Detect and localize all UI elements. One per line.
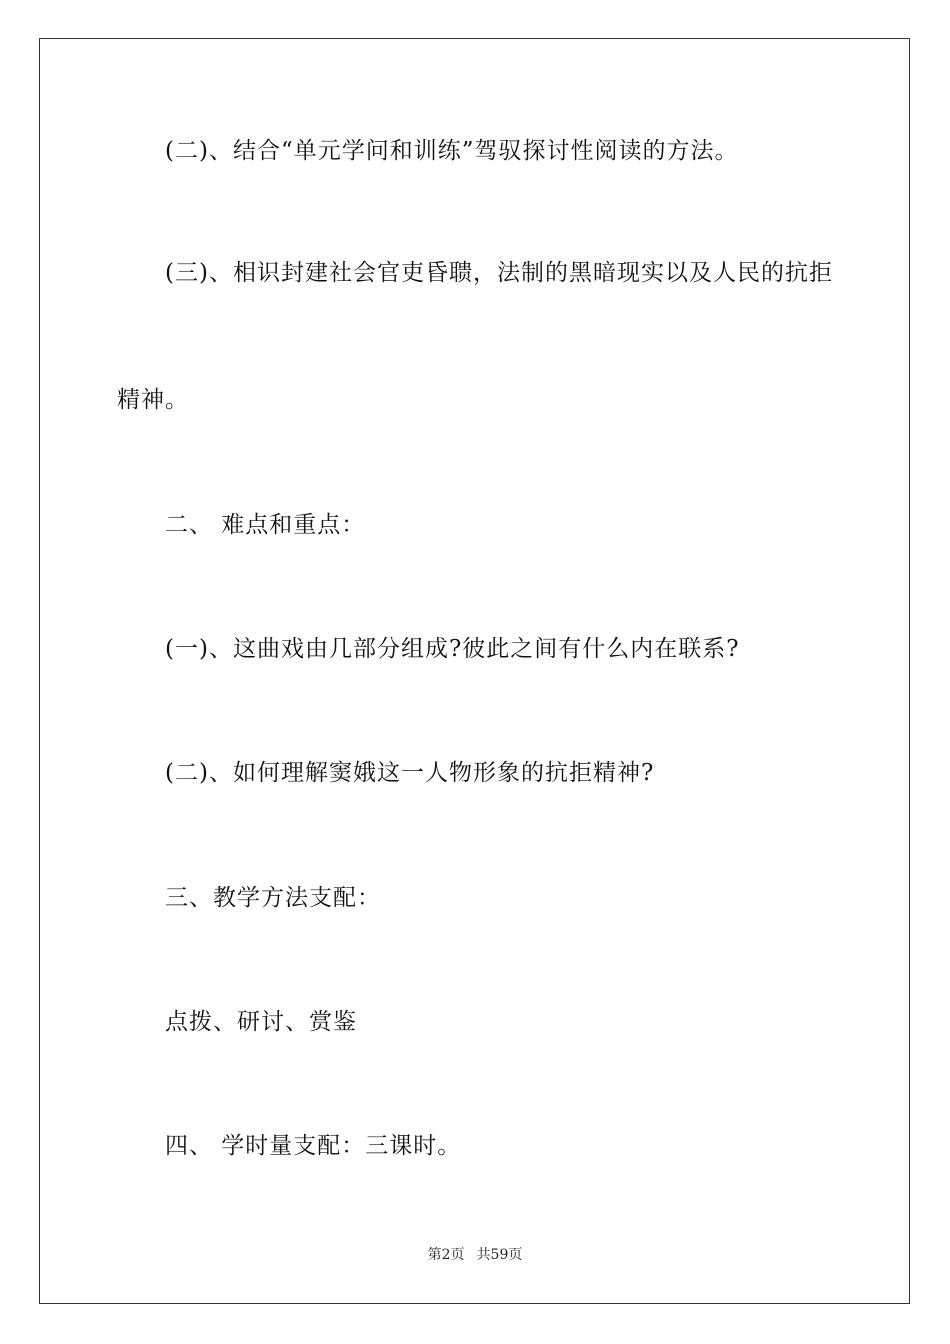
page-border — [39, 38, 910, 1304]
section-heading-class-hours: 四、 学时量支配：三课时。 — [165, 1133, 462, 1159]
paragraph-objective-2: (二)、结合“单元学问和训练”驾驭探讨性阅读的方法。 — [165, 138, 739, 164]
section-heading-methods: 三、教学方法支配： — [165, 885, 381, 911]
page-total: 共59页 — [476, 1247, 523, 1263]
page-footer — [0, 1245, 950, 1265]
paragraph-methods: 点拨、研讨、赏鉴 — [165, 1009, 357, 1035]
paragraph-objective-3-continued: 精神。 — [117, 387, 189, 413]
section-heading-difficulties: 二、 难点和重点： — [165, 512, 366, 538]
page-number: 第2页 — [427, 1247, 465, 1263]
paragraph-difficulty-2: (二)、如何理解窦娥这一人物形象的抗拒精神? — [165, 760, 655, 786]
paragraph-difficulty-1: (一)、这曲戏由几部分组成?彼此之间有什么内在联系? — [165, 636, 740, 662]
paragraph-objective-3: (三)、相识封建社会官吏昏聩，法制的黑暗现实以及人民的抗拒 — [165, 260, 833, 286]
